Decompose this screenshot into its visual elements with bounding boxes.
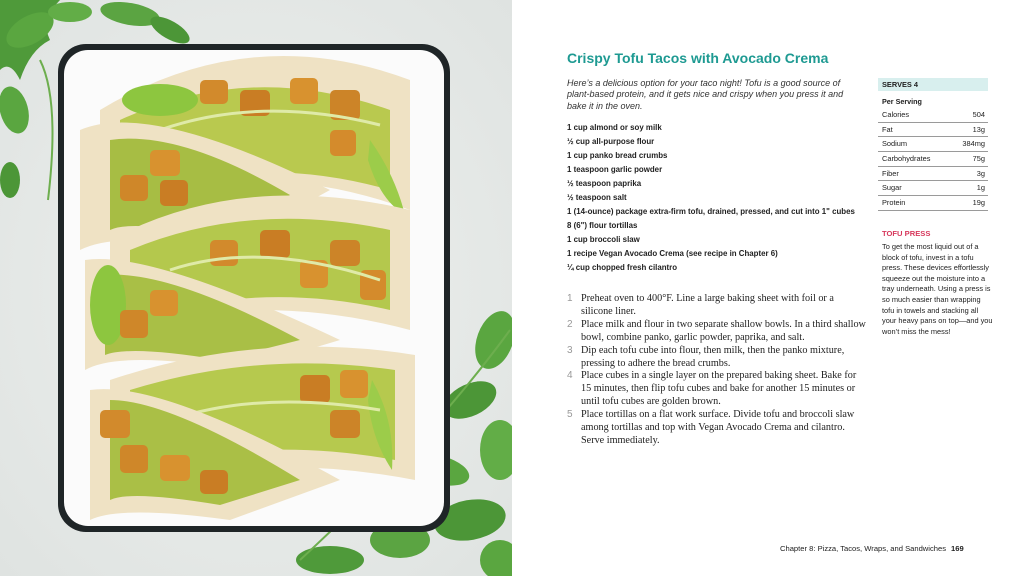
nutrient-value: 1g <box>976 183 985 193</box>
nutrition-row <box>878 152 988 167</box>
directions-list <box>567 293 867 448</box>
ingredient-item: ½ cup all-purpose flour <box>567 137 655 146</box>
nutrient-value: 13g <box>972 124 985 134</box>
nutrient-value: 504 <box>972 110 985 119</box>
recipe-intro: Here’s a delicious option for your taco night! Tofu is a good source of plant-based protein, and it gets nice and crispy when you press it and bake it in the oven. <box>567 78 844 111</box>
nutrient-label: Fat <box>882 124 893 134</box>
ingredients-list <box>567 121 862 275</box>
ingredient-item: 1 cup panko bread crumbs <box>567 151 668 160</box>
nutrient-label: Fiber <box>882 168 899 178</box>
nutrient-label: Calories <box>882 110 910 119</box>
ingredient-item: ½ teaspoon paprika <box>567 179 642 188</box>
step-text: Dip each tofu cube into flour, then milk, then the panko mixture, pressing to adhere the bread crumbs. <box>581 344 845 369</box>
nutrient-label: Sugar <box>882 183 902 193</box>
direction-step <box>567 293 867 319</box>
ingredient-item: 1 cup almond or soy milk <box>567 123 662 132</box>
step-number: 4 <box>567 370 573 382</box>
nutrient-value: 19g <box>972 198 985 208</box>
ingredient-item: 1 (14-ounce) package extra-firm tofu, drained, pressed, and cut into 1" cubes <box>567 207 855 216</box>
nutrition-table <box>878 108 988 211</box>
nutrition-row <box>878 137 988 152</box>
step-text: Place tortillas on a flat work surface. Divide tofu and broccoli slaw among tortillas and top with Vegan Avocado Crema and cilantro. Serve immediately. <box>581 409 855 446</box>
page-number: 169 <box>951 544 964 553</box>
step-text: Place milk and flour in two separate shallow bowls. In a third shallow bowl, combine panko, garlic powder, paprika, and salt. <box>581 318 866 343</box>
nutrient-label: Carbohydrates <box>882 154 931 164</box>
ingredient-item: 8 (6") flour tortillas <box>567 221 638 231</box>
recipe-title: Crispy Tofu Tacos with Avocado Crema <box>567 50 829 66</box>
tip-body: To get the most liquid out of a block of tofu, invest in a tofu press. These devices effortlessly squeeze out the moisture into a tray underneath. Using a press is so much easier than wrapping tofu in towels and stacking all your heavy pans on top—and you won’t miss the mess! <box>882 242 993 336</box>
nutrient-value: 384mg <box>962 139 985 149</box>
nutrient-label: Sodium <box>882 139 908 149</box>
direction-step <box>567 345 867 371</box>
nutrition-row <box>878 196 988 211</box>
nutrition-row <box>878 108 988 123</box>
nutrient-value: 3g <box>976 168 985 178</box>
step-number: 5 <box>567 409 573 421</box>
nutrition-row <box>878 167 988 182</box>
recipe-page <box>512 0 1024 576</box>
tip-title: TOFU PRESS <box>882 229 931 238</box>
page-footer <box>780 544 964 553</box>
per-serving-label: Per Serving <box>882 97 922 106</box>
step-number: 3 <box>567 344 573 356</box>
nutrient-label: Protein <box>882 198 906 208</box>
step-number: 1 <box>567 293 573 304</box>
direction-step <box>567 409 867 448</box>
nutrition-row <box>878 123 988 138</box>
ingredient-item: 1 cup broccoli slaw <box>567 235 640 245</box>
step-number: 2 <box>567 318 573 330</box>
direction-step <box>567 319 867 345</box>
direction-step <box>567 370 867 409</box>
step-text: Preheat oven to 400°F. Line a large baking sheet with foil or a silicone liner. <box>581 293 834 317</box>
ingredient-item: ½ teaspoon salt <box>567 193 627 202</box>
chapter-title: Chapter 8: Pizza, Tacos, Wraps, and Sandwiches <box>780 544 947 553</box>
serves-band: SERVES 4 <box>878 78 988 91</box>
ingredient-item: ¼ cup chopped fresh cilantro <box>567 263 678 273</box>
step-text: Place cubes in a single layer on the prepared baking sheet. Bake for 15 minutes, then flip tofu cubes and bake for another 15 minutes or until tofu cubes are golden brown. <box>581 370 857 408</box>
ingredient-item: 1 recipe Vegan Avocado Crema (see recipe in Chapter 6) <box>567 249 778 259</box>
nutrition-row <box>878 181 988 196</box>
nutrient-value: 75g <box>972 154 985 164</box>
ingredient-item: 1 teaspoon garlic powder <box>567 165 663 174</box>
